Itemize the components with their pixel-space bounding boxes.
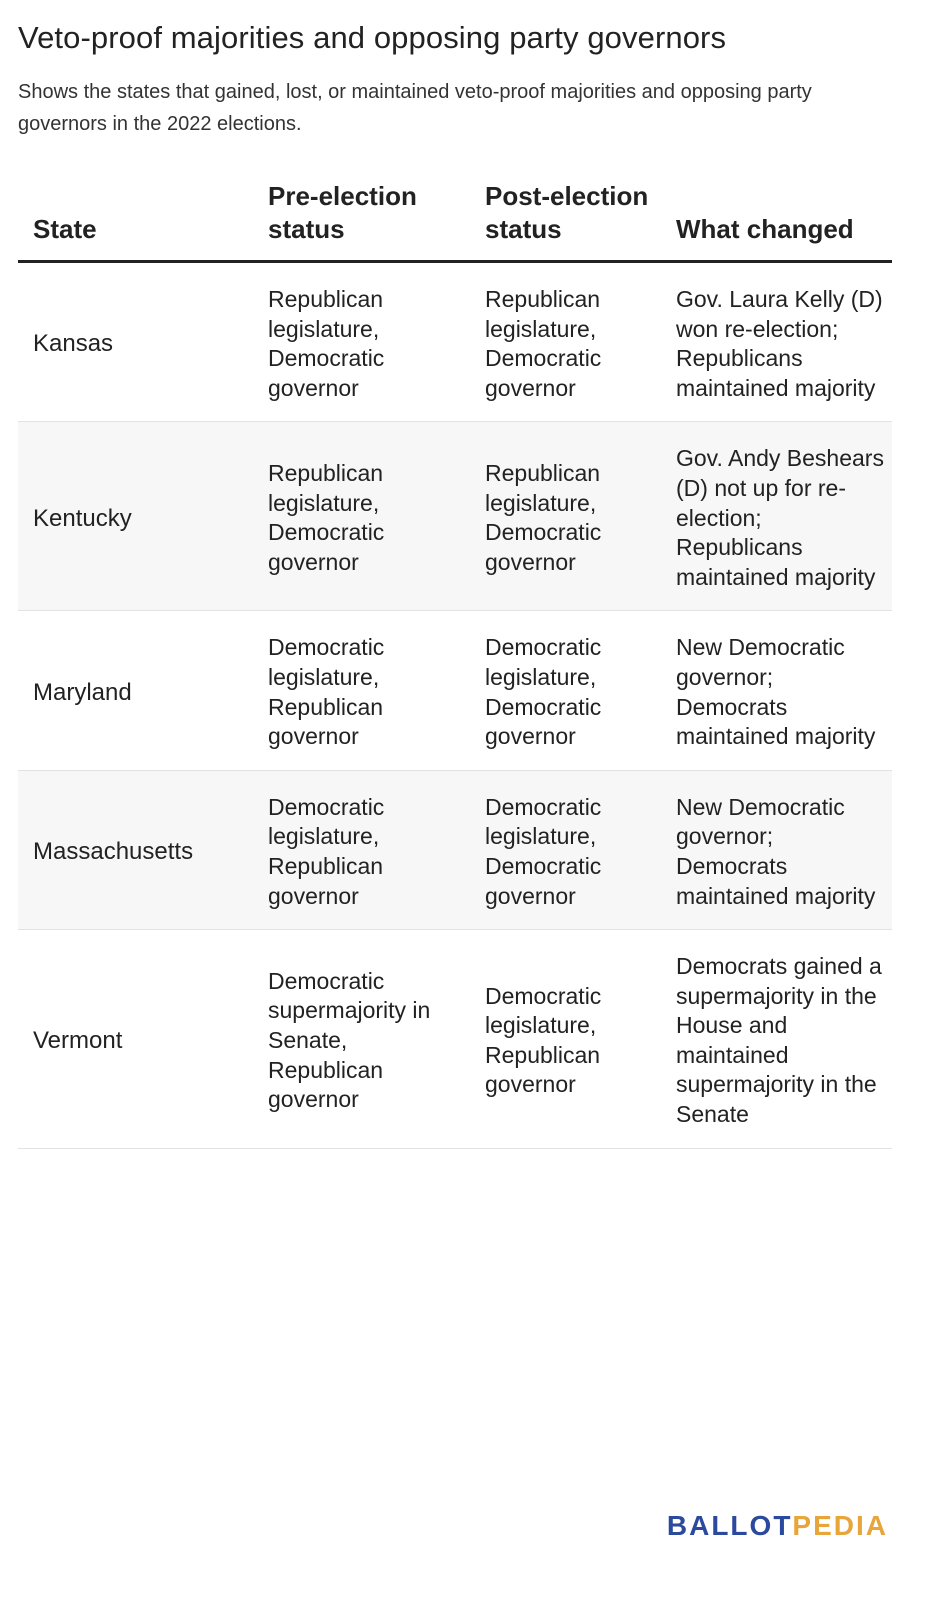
column-header: State	[18, 180, 253, 262]
table-cell: Republican legislature, Democratic governor	[253, 422, 470, 611]
table-cell: New Democratic governor; Democrats maintained majority	[661, 611, 892, 770]
table-row	[18, 611, 892, 770]
table-cell: Gov. Laura Kelly (D) won re-election; Republicans maintained majority	[661, 262, 892, 422]
ballotpedia-logo	[667, 1510, 888, 1542]
table-cell: Vermont	[18, 930, 253, 1149]
table-cell: Kentucky	[18, 422, 253, 611]
table-cell: Democratic legislature, Republican governor	[470, 930, 661, 1149]
data-table	[18, 180, 892, 1149]
table-cell: Massachusetts	[18, 770, 253, 929]
table-cell: Democratic legislature, Republican governor	[253, 770, 470, 929]
table-cell: Republican legislature, Democratic governor	[470, 422, 661, 611]
table-row	[18, 930, 892, 1149]
table-row	[18, 422, 892, 611]
table-cell: Democratic legislature, Democratic governor	[470, 611, 661, 770]
table-cell: Democratic legislature, Republican governor	[253, 611, 470, 770]
chart-subtitle: Shows the states that gained, lost, or maintained veto-proof majorities and opposing party governors in the 2022 elections.	[18, 81, 812, 135]
table-cell: Republican legislature, Democratic governor	[253, 262, 470, 422]
table-cell: Democratic supermajority in Senate, Republican governor	[253, 930, 470, 1149]
table-cell: Republican legislature, Democratic governor	[470, 262, 661, 422]
table-row	[18, 262, 892, 422]
logo-part-pedia: PEDIA	[792, 1510, 888, 1541]
header-row	[18, 180, 892, 262]
table-cell: New Democratic governor; Democrats maintained majority	[661, 770, 892, 929]
column-header: Pre-election status	[253, 180, 470, 262]
table-cell: Gov. Andy Beshears (D) not up for re-election; Republicans maintained majority	[661, 422, 892, 611]
table-cell: Kansas	[18, 262, 253, 422]
table-row	[18, 770, 892, 929]
chart-title: Veto-proof majorities and opposing party governors	[18, 20, 727, 55]
table-cell: Maryland	[18, 611, 253, 770]
logo-part-ballot: BALLOT	[666, 1510, 793, 1541]
column-header: What changed	[661, 180, 892, 262]
column-header: Post-election status	[470, 180, 661, 262]
table-cell: Democrats gained a supermajority in the House and maintained supermajority in the Senate	[661, 930, 892, 1149]
table-cell: Democratic legislature, Democratic governor	[470, 770, 661, 929]
